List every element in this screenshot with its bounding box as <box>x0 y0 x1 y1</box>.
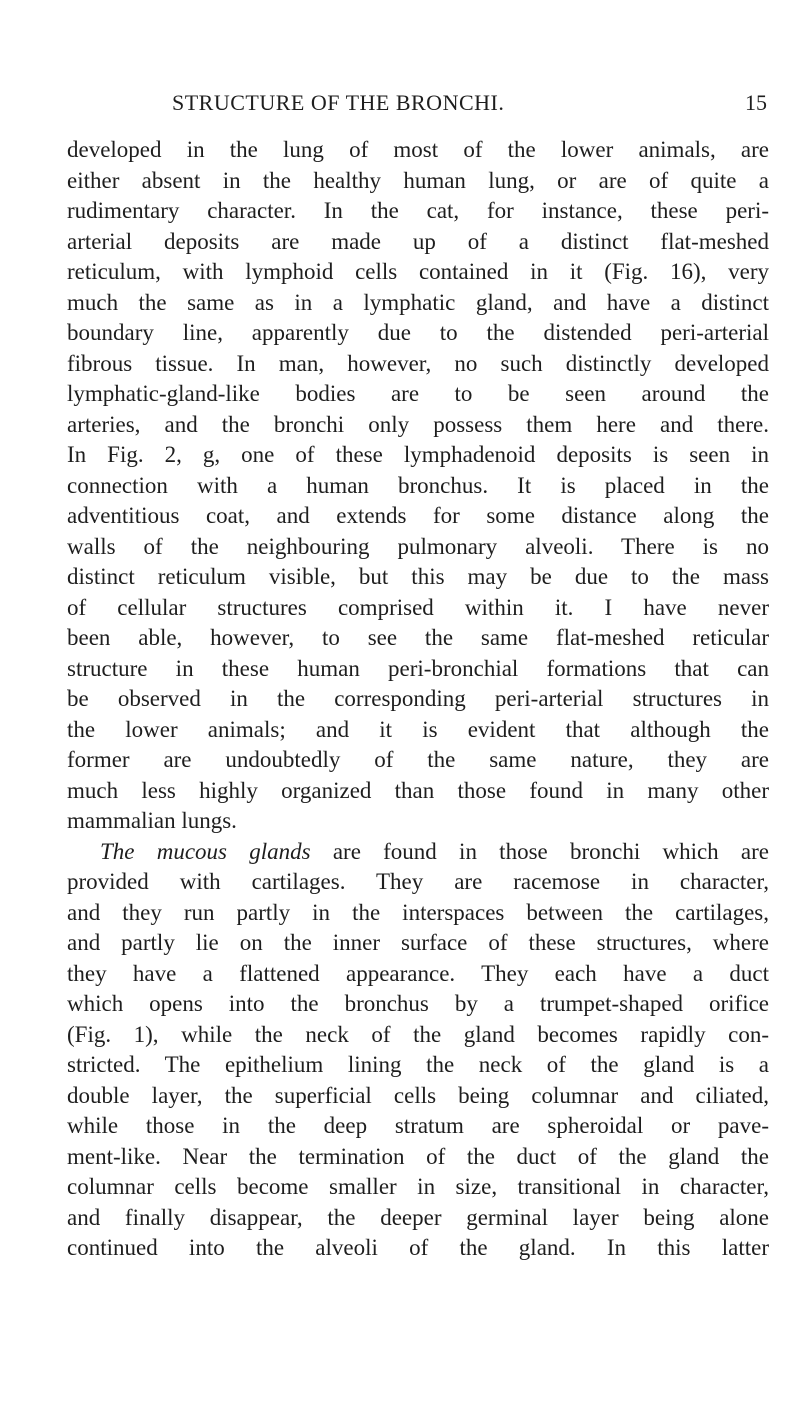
text-line: rudimentary character. In the cat, for instance, these peri- <box>67 198 769 223</box>
text-line: arterial deposits are made up of a distinct flat-meshed <box>67 228 769 254</box>
running-head <box>172 86 767 120</box>
text-line: much the same as in a lymphatic gland, and have a distinct <box>67 289 769 315</box>
text-line: In Fig. 2, g, one of these lymphadenoid deposits is seen in <box>67 442 769 467</box>
text-line: and finally disappear, the deeper germinal layer being alone <box>67 1204 769 1230</box>
text-line: ment-like. Near the termination of the duct of the gland the <box>67 1143 769 1169</box>
text-line: adventitious coat, and extends for some distance along the <box>67 503 769 528</box>
text-line: stricted. The epithelium lining the neck of the gland is a <box>67 1052 769 1077</box>
text-line: they have a flattened appearance. They each have a duct <box>67 960 769 986</box>
text-line: former are undoubtedly of the same nature, they are <box>67 747 769 772</box>
text-line: boundary line, apparently due to the distended peri-arterial <box>67 320 769 345</box>
text-line: arteries, and the bronchi only possess them here and there. <box>67 411 769 437</box>
text-line: structure in these human peri-bronchial formations that can <box>67 655 769 681</box>
text-line: continued into the alveoli of the gland. In this latter <box>67 1235 769 1260</box>
text-line: (Fig. 1), while the neck of the gland becomes rapidly con- <box>67 1021 769 1047</box>
text-line: double layer, the superficial cells being columnar and ciliated, <box>67 1082 769 1108</box>
text-line: fibrous tissue. In man, however, no such distinctly developed <box>67 350 769 376</box>
text-line: and partly lie on the inner surface of these structures, where <box>67 930 769 955</box>
text-line: the lower animals; and it is evident that although the <box>67 716 769 742</box>
text-line: lymphatic-gland-like bodies are to be seen around the <box>67 381 769 406</box>
text-line: which opens into the bronchus by a trumpet-shaped orifice <box>67 991 769 1016</box>
text-line: reticulum, with lymphoid cells contained in it (Fig. 16), very <box>67 259 769 284</box>
text-line: mammalian lungs. <box>67 808 237 833</box>
text-line: be observed in the corresponding peri-arterial structures in <box>67 686 769 711</box>
text-fragment: are found in those bronchi which are <box>310 838 769 864</box>
text-line: either absent in the healthy human lung, or are of quite a <box>67 167 769 193</box>
running-title: STRUCTURE OF THE BRONCHI. <box>172 90 505 115</box>
paragraph-lead-line <box>67 837 769 868</box>
text-line: provided with cartilages. They are racemose in character, <box>67 869 769 894</box>
text-line: much less highly organized than those found in many other <box>67 777 769 803</box>
text-line: columnar cells become smaller in size, transitional in character, <box>67 1174 769 1199</box>
text-line: and they run partly in the interspaces between the cartilages, <box>67 899 769 925</box>
text-line: of cellular structures comprised within it. I have never <box>67 594 769 620</box>
section-heading-italic: The mucous glands <box>100 838 311 864</box>
text-line: been able, however, to see the same flat-meshed reticular <box>67 625 769 650</box>
text-line: connection with a human bronchus. It is placed in the <box>67 472 769 498</box>
text-line: walls of the neighbouring pulmonary alveoli. There is no <box>67 533 769 559</box>
body-text <box>67 135 769 1264</box>
text-line: developed in the lung of most of the lower animals, are <box>67 137 769 162</box>
page-number: 15 <box>745 90 767 115</box>
text-line: while those in the deep stratum are spheroidal or pave- <box>67 1113 769 1138</box>
text-line: distinct reticulum visible, but this may be due to the mass <box>67 564 769 589</box>
